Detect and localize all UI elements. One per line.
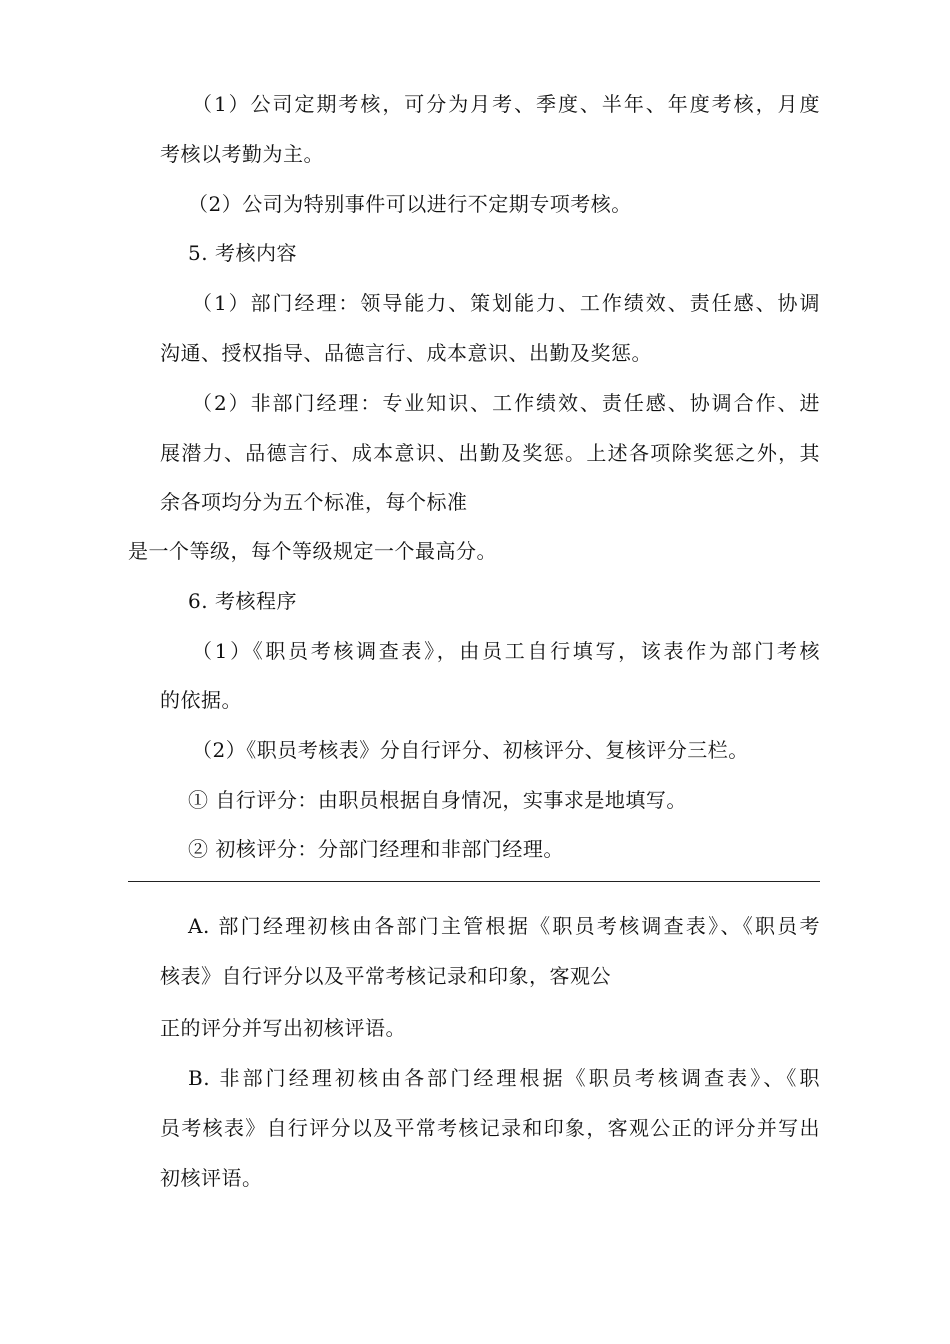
paragraph-line: 展潜力、品德言行、成本意识、出勤及奖惩。上述各项除奖惩之外，其 xyxy=(160,441,820,465)
paragraph-line: （2）《职员考核表》分自行评分、初核评分、复核评分三栏。 xyxy=(192,738,749,762)
paragraph-line: 考核以考勤为主。 xyxy=(160,142,324,166)
paragraph-line: 沟通、授权指导、品德言行、成本意识、出勤及奖惩。 xyxy=(160,341,652,365)
list-item: ① 自行评分：由职员根据自身情况，实事求是地填写。 xyxy=(188,788,687,812)
paragraph-line: （1）公司定期考核，可分为月考、季度、半年、年度考核，月度 xyxy=(192,92,820,116)
paragraph-line: 正的评分并写出初核评语。 xyxy=(160,1016,406,1040)
paragraph-line: （2）公司为特别事件可以进行不定期专项考核。 xyxy=(188,192,632,216)
section-heading: 6. 考核程序 xyxy=(188,589,297,613)
paragraph-line: 的依据。 xyxy=(160,688,242,712)
paragraph-line: （1）《职员考核调查表》，由员工自行填写，该表作为部门考核 xyxy=(192,639,820,663)
paragraph-line: 初核评语。 xyxy=(160,1166,263,1190)
paragraph-line: 余各项均分为五个标准，每个标准 xyxy=(160,490,468,514)
section-heading: 5. 考核内容 xyxy=(188,241,297,265)
list-item: ② 初核评分：分部门经理和非部门经理。 xyxy=(188,837,564,861)
paragraph-line: （1）部门经理：领导能力、策划能力、工作绩效、责任感、协调 xyxy=(192,291,820,315)
paragraph-line: B. 非部门经理初核由各部门经理根据《职员考核调查表》、《职 xyxy=(188,1066,820,1090)
paragraph-line: （2）非部门经理：专业知识、工作绩效、责任感、协调合作、进 xyxy=(192,391,820,415)
paragraph-line: 是一个等级，每个等级规定一个最高分。 xyxy=(128,539,497,563)
paragraph-line: 员考核表》自行评分以及平常考核记录和印象，客观公正的评分并写出 xyxy=(160,1116,820,1140)
paragraph-line: 核表》自行评分以及平常考核记录和印象，客观公 xyxy=(160,964,611,988)
horizontal-divider xyxy=(128,881,820,882)
paragraph-line: A. 部门经理初核由各部门主管根据《职员考核调查表》、《职员考 xyxy=(188,914,820,938)
